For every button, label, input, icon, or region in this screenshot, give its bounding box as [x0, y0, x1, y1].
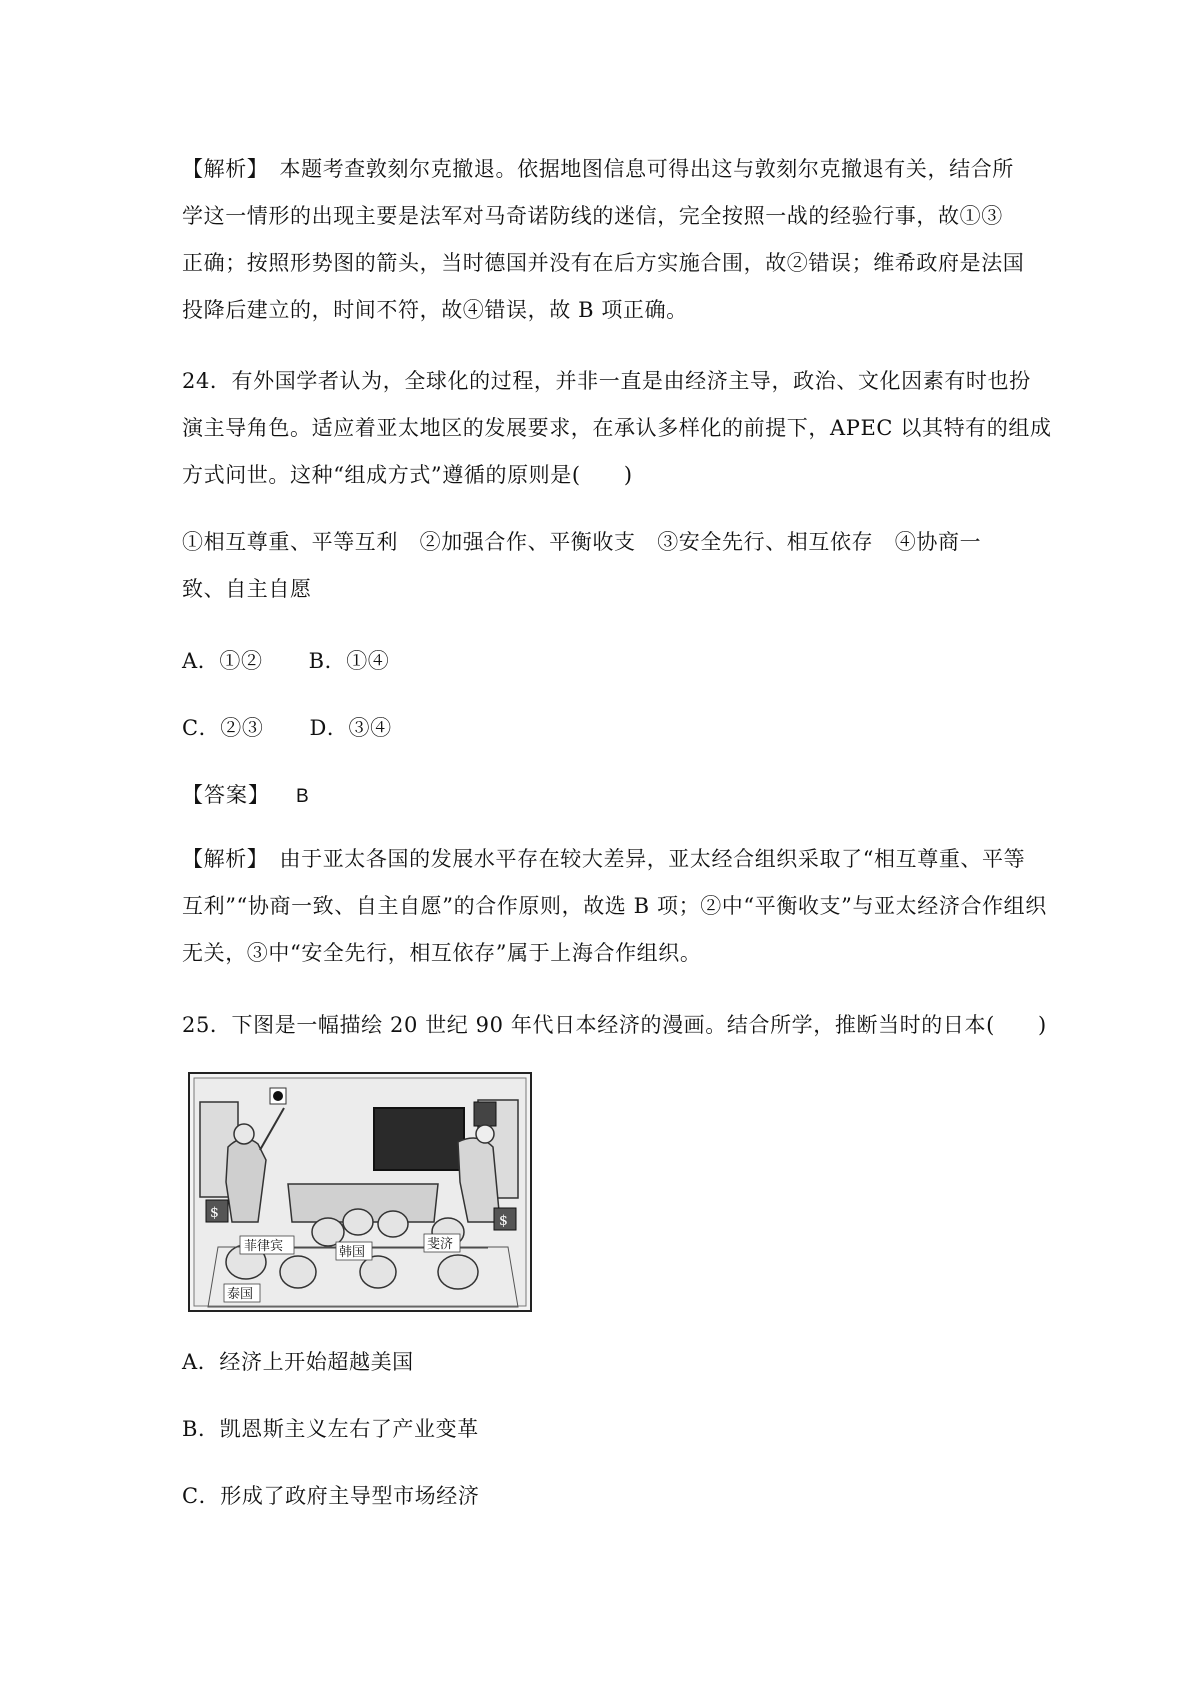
- label-thailand: 泰国: [227, 1287, 254, 1302]
- q24-items: [182, 519, 1022, 613]
- label-fiji: 斐济: [427, 1237, 454, 1252]
- q24-analysis-line-1: 【解析】 由于亚太各国的发展水平存在较大差异，亚太经合组织采取了“相互尊重、平等: [182, 847, 1026, 871]
- q24-analysis-line-3: 无关，③中“安全先行，相互依存”属于上海合作组织。: [182, 941, 702, 965]
- q24-analysis-line-2: 互利”“协商一致、自主自愿”的合作原则，故选 B 项；②中“平衡收支”与亚太经济合作组织: [182, 894, 1047, 918]
- dollar-bag-left: $: [210, 1205, 219, 1221]
- answer-label: 【答案】: [182, 783, 270, 807]
- q24-stem-line-1: 24．有外国学者认为，全球化的过程，并非一直是由经济主导，政治、文化因素有时也扮: [182, 369, 1031, 393]
- q23-analysis-line-3: 正确；按照形势图的箭头，当时德国并没有在后方实施合围，故②错误；维希政府是法国: [182, 251, 1025, 275]
- q23-analysis-line-2: 学这一情形的出现主要是法军对马奇诺防线的迷信，完全按照一战的经验行事，故①③: [182, 204, 1003, 228]
- label-philippines: 菲律宾: [244, 1239, 284, 1254]
- q25-option-b[interactable]: B．凯恩斯主义左右了产业变革: [182, 1417, 479, 1441]
- q24-option-a[interactable]: A．①②: [182, 649, 263, 673]
- q25-stem: 25．下图是一幅描绘 20 世纪 90 年代日本经济的漫画。结合所学，推断当时的日本( ): [182, 1013, 1047, 1037]
- q25-option-c[interactable]: C．形成了政府主导型市场经济: [182, 1484, 480, 1508]
- q25-option-a[interactable]: A．经济上开始超越美国: [182, 1350, 414, 1374]
- q24-stem-line-3: 方式问世。这种“组成方式”遵循的原则是( ): [182, 463, 633, 487]
- q23-analysis: [182, 146, 1025, 334]
- q24-items-line-1: ①相互尊重、平等互利 ②加强合作、平衡收支 ③安全先行、相互依存 ④协商一: [182, 530, 982, 554]
- q24-option-c[interactable]: C．②③: [182, 716, 264, 740]
- japan-economy-cartoon: [188, 1072, 532, 1312]
- label-korea: 韩国: [339, 1245, 366, 1260]
- q24-answer: [182, 780, 309, 812]
- q23-analysis-line-4: 投降后建立的，时间不符，故④错误，故 B 项正确。: [182, 298, 688, 322]
- q24-items-line-2: 致、自主自愿: [182, 577, 312, 601]
- dollar-bag-right: $: [499, 1213, 508, 1229]
- q23-analysis-line-1: 【解析】 本题考查敦刻尔克撤退。依据地图信息可得出这与敦刻尔克撤退有关，结合所: [182, 157, 1014, 181]
- q24-option-b[interactable]: B．①④: [308, 649, 390, 673]
- q24-options-row-1: [182, 646, 389, 676]
- q24-analysis: [182, 836, 1047, 977]
- q24-stem-line-2: 演主导角色。适应着亚太地区的发展要求，在承认多样化的前提下，APEC 以其特有的组成: [182, 416, 1052, 440]
- q24-option-d[interactable]: D．③④: [309, 716, 392, 740]
- q24-stem: [182, 358, 1052, 499]
- answer-value: B: [296, 786, 310, 807]
- q24-options-row-2: [182, 713, 392, 743]
